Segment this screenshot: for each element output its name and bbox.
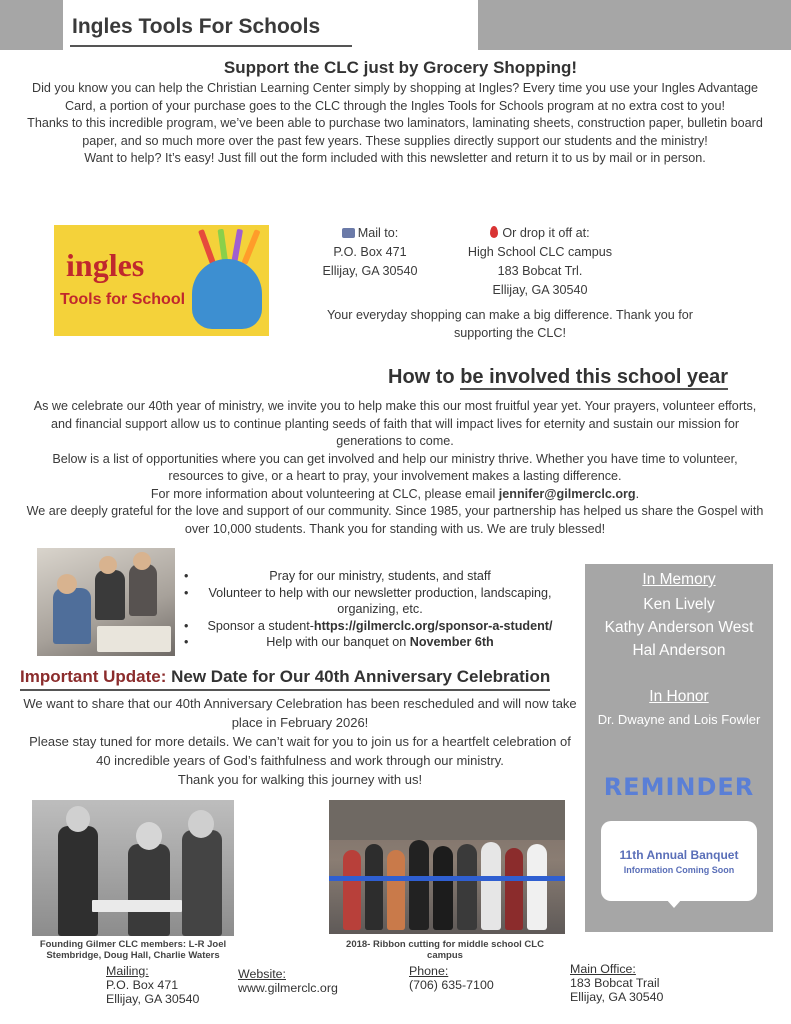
pin-icon [490,226,498,238]
involved-heading-part2: be involved this school year [460,366,729,388]
memory-name: Ken Lively [643,596,715,613]
drop-off-label: Or drop it off at: [502,226,590,240]
ingles-paragraph: Thanks to this incredible program, we’ve been able to purchase two laminators, laminating sheets, construction paper, bulletin board paper, and so much more over the past few years. These supplies directly support our students and the ministry! [27,116,763,148]
mailbox-icon [342,228,355,238]
reminder-label: REMINDER [603,773,755,801]
students-photo [37,548,175,656]
in-memory-heading: In Memory [642,571,716,588]
list-item [180,568,580,585]
mail-to-block [300,224,440,281]
email-intro: For more information about volunteering at CLC, please email [150,486,499,501]
drop-off-line: 183 Bobcat Trl. [497,264,583,278]
logo-subtitle: Tools for School [60,291,186,308]
involved-paragraph [24,486,766,504]
drop-off-block [454,224,626,300]
office-line: Ellijay, GA 30540 [570,990,664,1004]
list-item-text: Pray for our ministry, students, and staff [269,569,491,583]
footer-office [570,962,663,1004]
ingles-heading: Support the CLC just by Grocery Shopping! [223,58,578,77]
founders-caption: Founding Gilmer CLC members: L-R Joel Stembridge, Doug Hall, Charlie Waters [39,939,227,961]
email-period: . [635,486,640,501]
list-item [180,585,580,618]
update-heading [20,667,550,691]
pencil-icon [198,229,216,265]
title-underline [70,45,352,47]
footer-mailing [106,964,199,1006]
update-title: New Date for Our 40th Anniversary Celebration [166,667,551,686]
list-item [180,618,580,635]
website-label: Website: [238,967,286,981]
mailing-line: Ellijay, GA 30540 [106,992,200,1006]
update-paragraph: Thank you for walking this journey with us! [177,772,423,787]
list-item-text: Help with our banquet on [266,635,410,649]
footer-website [238,967,338,995]
email-link[interactable]: jennifer@gilmerclc.org [498,486,636,501]
list-item-text: Volunteer to help with our newsletter production, landscaping, organizing, etc. [208,585,552,616]
phone-number[interactable]: (706) 635-7100 [409,978,494,992]
memory-name: Hal Anderson [632,642,726,659]
backpack-icon [192,259,262,329]
mailing-label: Mailing: [106,964,149,978]
sponsor-link[interactable]: https://gilmerclc.org/sponsor-a-student/ [313,618,553,633]
mail-to-line: P.O. Box 471 [333,245,407,259]
involved-paragraph: We are deeply grateful for the love and support of our community. Since 1985, your partnership has helped us share the Gospel with over 10,000 students. Thank you for standing with us. We are truly blessed! [26,504,764,536]
banquet-title: 11th Annual Banquet [619,848,739,862]
list-item [180,634,580,651]
pencil-icon [241,229,260,265]
honor-name: Dr. Dwayne and Lois Fowler [597,712,761,727]
involved-body [24,398,766,538]
ribbon-caption: 2018- Ribbon cutting for middle school CLC campus [346,939,544,961]
header-band-left [0,0,63,50]
logo-brand: ingles [66,247,145,283]
phone-label: Phone: [409,964,449,978]
update-paragraph: Please stay tuned for more details. We can’t wait for you to join us for a heartfelt celebration of 40 incredible years of God’s faithfulness and work through our ministry. [29,734,571,768]
in-honor-heading: In Honor [649,688,709,705]
update-paragraph: We want to share that our 40th Anniversary Celebration has been rescheduled and will now take place in February 2026! [23,696,577,730]
update-body [22,694,578,789]
ingles-paragraph: Want to help? It’s easy! Just fill out the form included with this newsletter and return it to us by mail or in person. [84,151,706,165]
mail-to-line: Ellijay, GA 30540 [322,264,418,278]
banquet-subtitle: Information Coming Soon [623,865,735,875]
ribbon-cutting-photo [329,800,565,934]
memory-name: Kathy Anderson West [604,619,754,636]
office-label: Main Office: [570,962,636,976]
involved-heading [388,366,728,389]
drop-off-line: Ellijay, GA 30540 [492,283,588,297]
opportunities-list [180,568,580,651]
ingles-body [24,80,766,168]
update-label: Important Update: [20,667,167,686]
banquet-date: November 6th [409,635,494,649]
involved-paragraph: As we celebrate our 40th year of ministry, we invite you to help make this our most fruitful year yet. Your prayers, volunteer efforts, and financial support allow us to continue planting seeds of faith that will impact lives for eternity and sustain our mission for generations to come. [33,399,757,448]
speech-bubble-tail [666,899,682,908]
drop-off-line: High School CLC campus [467,245,613,259]
mail-to-label: Mail to: [357,226,399,240]
footer-phone [409,964,494,992]
mailing-line: P.O. Box 471 [106,978,179,992]
ingles-paragraph: Did you know you can help the Christian Learning Center simply by shopping at Ingles? Every time you use your Ingles Advantage Card, a portion of your purchase goes to the CLC through the Ingles Tools for Schools program at no extra cost to you! [32,81,758,113]
founders-photo [32,800,234,936]
involved-heading-part1: How to [388,366,461,388]
website-link[interactable]: www.gilmerclc.org [238,981,338,995]
header-band-right [478,0,791,50]
office-line: 183 Bobcat Trail [570,976,660,990]
involved-paragraph: Below is a list of opportunities where you can get involved and help our ministry thrive. Whether you have time to volunteer, resources to give, or a heart to pray, your involvement makes a lasting difference. [52,451,738,483]
ingles-logo [54,225,269,336]
list-item-text: Sponsor a student- [207,618,314,633]
banquet-notice [601,821,757,901]
page-title: Ingles Tools For Schools [72,15,321,38]
ingles-closing: Your everyday shopping can make a big difference. Thank you for supporting the CLC! [327,308,693,340]
